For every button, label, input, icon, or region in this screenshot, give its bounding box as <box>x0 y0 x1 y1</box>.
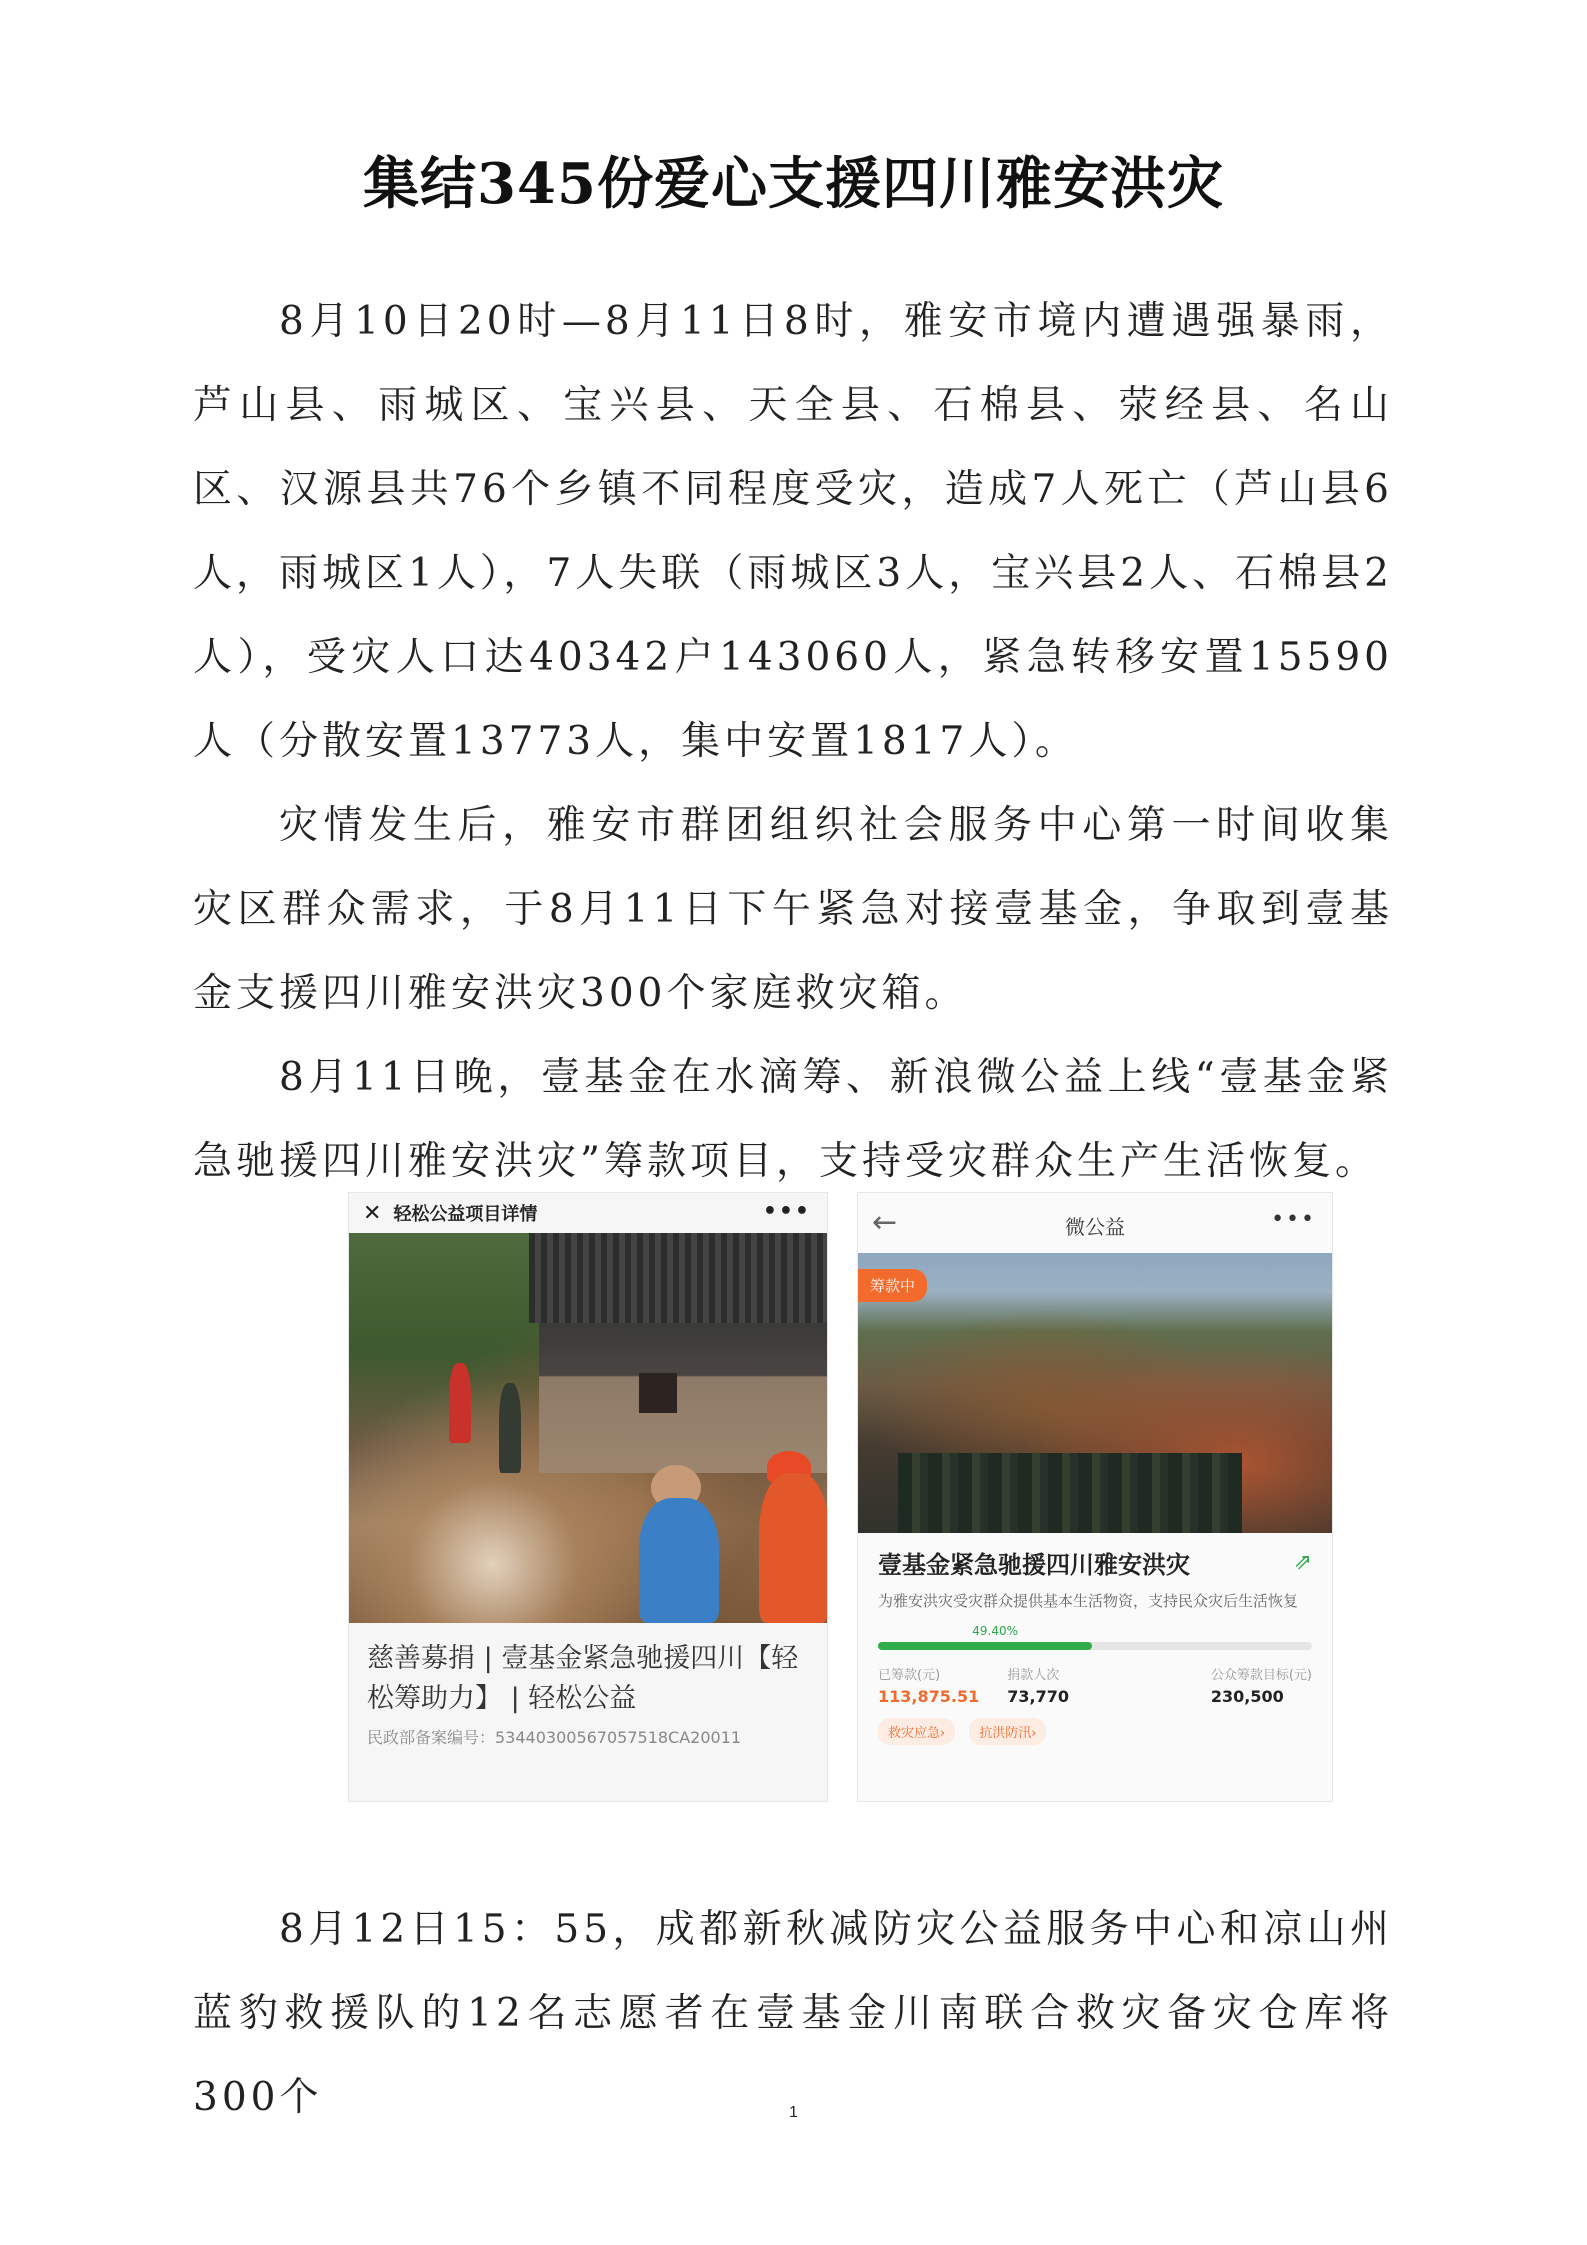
villager-figure <box>639 1498 719 1623</box>
project-title: 壹基金紧急驰援四川雅安洪灾 <box>878 1551 1190 1579</box>
crowd-shape <box>898 1453 1242 1533</box>
fundraising-stats <box>858 1650 1332 1706</box>
registration-number: 民政部备案编号：53440300567057518CA20011 <box>367 1728 742 1747</box>
goal-label: 公众筹款目标(元) <box>1210 1668 1312 1683</box>
weigongyi-project-screenshot <box>857 1192 1333 1802</box>
fundraising-status-badge: 筹款中 <box>858 1269 927 1302</box>
tag-flood-control: 抗洪防汛› <box>969 1718 1046 1745</box>
project-title-row <box>858 1533 1332 1580</box>
goal-value: 230,500 <box>1210 1687 1284 1706</box>
qingsong-header-title: 轻松公益项目详情 <box>393 1204 538 1225</box>
progress-bar-fill <box>878 1642 1092 1650</box>
document-title: 集结345份爱心支援四川雅安洪灾 <box>363 151 1224 217</box>
paragraph-fundraising: 8月11日晚，壹基金在水滴筹、新浪微公益上线“壹基金紧急驰援四川雅安洪灾”筹款项目，支持受灾群众生产生活恢复。 <box>193 1055 1393 1184</box>
paragraph-volunteers: 8月12日15：55，成都新秋减防灾公益服务中心和凉山州蓝豹救援队的12名志愿者在壹基金川南联合救灾备灾仓库将300个 <box>193 1907 1393 2120</box>
firefighter-figure <box>759 1473 827 1623</box>
qingsong-header-bar <box>349 1193 827 1233</box>
goal-stat <box>1211 1664 1312 1706</box>
page-number: 1 <box>789 2104 798 2121</box>
project-description: 为雅安洪灾受灾群众提供基本生活物资，支持民众灾后生活恢复 <box>878 1592 1299 1610</box>
house-roof-shape <box>529 1233 827 1323</box>
raised-label: 已筹款(元) <box>878 1668 941 1683</box>
rescuer-figure <box>499 1383 521 1473</box>
back-arrow-icon: ← <box>872 1205 898 1240</box>
donors-label: 捐款人次 <box>1007 1668 1060 1683</box>
paragraph-disaster-summary: 8月10日20时—8月11日8时，雅安市境内遭遇强暴雨，芦山县、雨城区、宝兴县、天全县、石棉县、荥经县、名山区、汉源县共76个乡镇不同程度受灾，造成7人死亡（芦山县6人，雨城区1人），7人失联（雨城区3人，宝兴县2人、石棉县2人），受灾人口达40342户143060人，紧急转移安置15590人（分散安置13773人，集中安置1817人）。 <box>193 299 1393 764</box>
paragraph-response: 灾情发生后，雅安市群团组织社会服务中心第一时间收集灾区群众需求，于8月11日下午紧急对接壹基金，争取到壹基金支援四川雅安洪灾300个家庭救灾箱。 <box>193 803 1393 1016</box>
qingsong-caption: 慈善募捐 | 壹基金紧急驰援四川【轻松筹助力】 | 轻松公益 <box>367 1643 799 1714</box>
progress-percent: 49.40% <box>972 1624 1018 1638</box>
weigongyi-header-title: 微公益 <box>1065 1215 1125 1239</box>
weigongyi-header-bar <box>858 1193 1332 1253</box>
donors-value: 73,770 <box>1007 1687 1069 1706</box>
rescue-crowd-photo <box>858 1253 1332 1533</box>
tag-disaster-relief: 救灾应急› <box>878 1718 955 1745</box>
raised-stat <box>878 1664 979 1706</box>
qingsong-project-screenshot <box>348 1192 828 1802</box>
raised-value: 113,875.51 <box>878 1687 980 1706</box>
close-icon: ✕ <box>363 1200 382 1226</box>
flood-rescue-photo <box>349 1233 827 1623</box>
rescuer-figure <box>449 1363 471 1443</box>
project-tags <box>858 1706 1332 1757</box>
more-menu-icon: ••• <box>762 1199 811 1224</box>
more-menu-icon: ••• <box>1271 1207 1316 1232</box>
donors-stat <box>1007 1664 1069 1706</box>
share-external-icon: ⇗ <box>1293 1550 1312 1575</box>
progress-bar <box>878 1642 1312 1650</box>
house-window-shape <box>639 1373 677 1413</box>
